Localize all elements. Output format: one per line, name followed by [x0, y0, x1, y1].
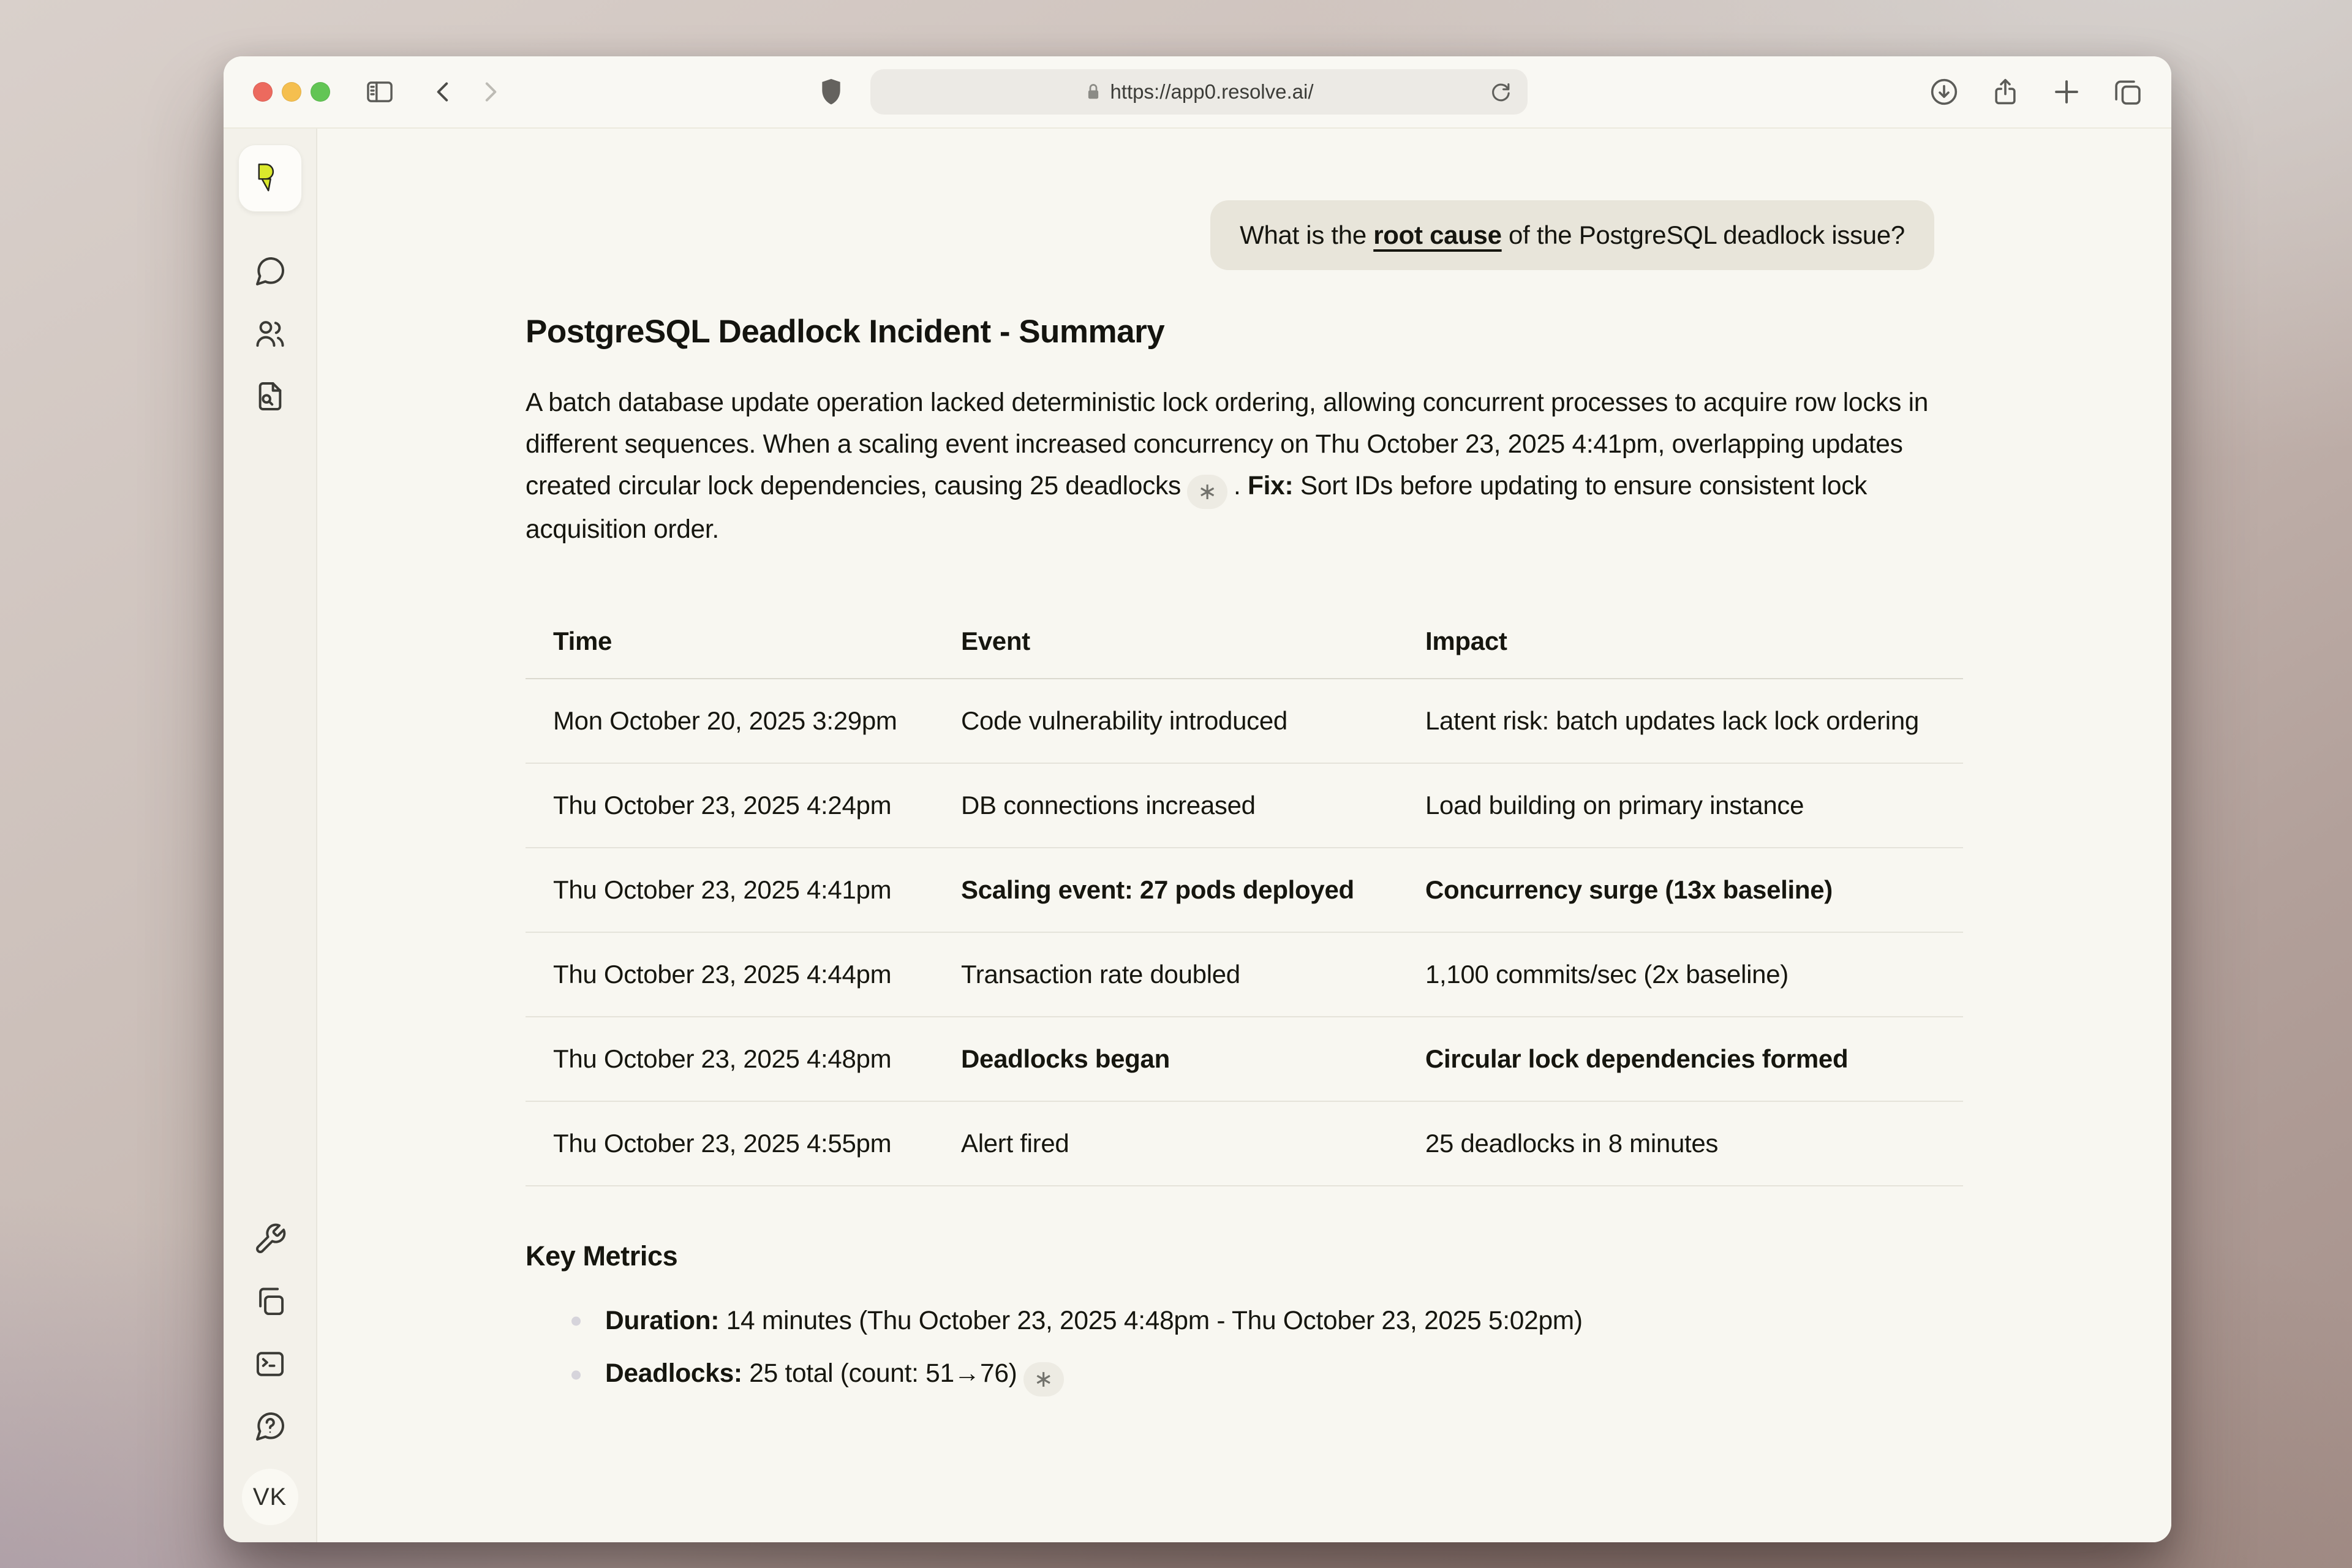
- summary-title: PostgreSQL Deadlock Incident - Summary: [526, 314, 1165, 350]
- metric-text: 25 total (count: 51→76): [742, 1359, 1017, 1388]
- metric-text: 14 minutes (Thu October 23, 2025 4:48pm - Thu October 23, 2025 5:02pm): [719, 1306, 1583, 1335]
- question-suffix: of the PostgreSQL deadlock issue?: [1501, 221, 1905, 249]
- cell-impact: Concurrency surge (13x baseline): [1425, 875, 1833, 904]
- url-text: https://app0.resolve.ai/: [1110, 80, 1314, 103]
- summary-text-2: .: [1233, 472, 1248, 500]
- close-window-button[interactable]: [253, 82, 273, 102]
- table-header-row: [526, 605, 1963, 679]
- question-prefix: What is the: [1240, 221, 1374, 249]
- bullet-dot-icon: [571, 1317, 581, 1326]
- list-item: [526, 1353, 1963, 1396]
- col-header-event: Event: [961, 627, 1030, 655]
- metric-label: Duration:: [605, 1306, 720, 1335]
- copy-icon[interactable]: [252, 1284, 288, 1319]
- lock-icon: [1084, 81, 1102, 102]
- app-frame: [224, 129, 2171, 1542]
- chat-content: [317, 129, 2171, 1542]
- help-icon[interactable]: [252, 1409, 288, 1444]
- users-icon[interactable]: [252, 316, 288, 352]
- browser-window: [224, 56, 2171, 1542]
- cell-impact: 25 deadlocks in 8 minutes: [1425, 1129, 1719, 1158]
- cell-time: Thu October 23, 2025 4:41pm: [553, 875, 892, 904]
- table-row: [526, 1102, 1963, 1186]
- titlebar-actions: [1925, 73, 2147, 111]
- key-metrics-list: [526, 1300, 1963, 1396]
- user-question-bubble: [1210, 200, 1934, 270]
- wrench-icon[interactable]: [252, 1221, 288, 1257]
- cell-event: Alert fired: [961, 1129, 1069, 1158]
- cell-time: Thu October 23, 2025 4:48pm: [553, 1044, 892, 1073]
- share-icon[interactable]: [1986, 73, 2024, 111]
- fix-label: Fix:: [1248, 472, 1294, 500]
- cell-impact: Load building on primary instance: [1425, 791, 1804, 820]
- summary-text-3: Sort IDs before updating to ensure consistent lock acquisition order.: [526, 472, 1868, 544]
- citation-chip[interactable]: ∗: [1187, 475, 1227, 509]
- table-row: [526, 1017, 1963, 1102]
- back-icon[interactable]: [424, 73, 462, 111]
- citation-chip[interactable]: ∗: [1023, 1362, 1064, 1396]
- document-search-icon[interactable]: [252, 379, 288, 414]
- sidebar-nav-bottom: [252, 1221, 288, 1444]
- key-metrics-title: Key Metrics: [526, 1240, 678, 1272]
- metric-label: Deadlocks:: [605, 1359, 742, 1388]
- table-row: [526, 679, 1963, 764]
- app-sidebar: [224, 129, 317, 1542]
- new-tab-icon[interactable]: [2048, 73, 2086, 111]
- summary-body: [526, 382, 1971, 551]
- cell-event: DB connections increased: [961, 791, 1256, 820]
- tab-overview-icon[interactable]: [2109, 73, 2147, 111]
- zoom-window-button[interactable]: [311, 82, 330, 102]
- cell-event: Scaling event: 27 pods deployed: [961, 875, 1354, 904]
- shield-icon[interactable]: [818, 77, 845, 107]
- sidebar-nav-top: [252, 254, 288, 414]
- address-bar[interactable]: [870, 69, 1528, 115]
- browser-titlebar: [224, 56, 2171, 129]
- list-item: [526, 1300, 1963, 1342]
- col-header-impact: Impact: [1425, 627, 1507, 655]
- cell-impact: Latent risk: batch updates lack lock ordering: [1425, 706, 1919, 735]
- avatar-initials: VK: [252, 1483, 287, 1510]
- chat-column: [526, 200, 1963, 1396]
- question-emphasis: root cause: [1373, 221, 1502, 249]
- cell-event: Deadlocks began: [961, 1044, 1170, 1073]
- table-row: [526, 848, 1963, 933]
- terminal-icon[interactable]: [252, 1346, 288, 1382]
- chat-icon[interactable]: [252, 254, 288, 289]
- url-area: [818, 69, 1528, 115]
- cell-event: Transaction rate doubled: [961, 960, 1240, 989]
- reload-icon[interactable]: [1487, 78, 1514, 105]
- table-row: [526, 764, 1963, 848]
- col-header-time: Time: [553, 627, 612, 655]
- cell-time: Mon October 20, 2025 3:29pm: [553, 706, 897, 735]
- downloads-icon[interactable]: [1925, 73, 1963, 111]
- traffic-lights: [253, 82, 330, 102]
- forward-icon[interactable]: [471, 73, 509, 111]
- minimize-window-button[interactable]: [282, 82, 301, 102]
- cell-event: Code vulnerability introduced: [961, 706, 1287, 735]
- cell-impact: Circular lock dependencies formed: [1425, 1044, 1849, 1073]
- user-message-row: [526, 200, 1963, 270]
- cell-time: Thu October 23, 2025 4:44pm: [553, 960, 892, 989]
- summary-text-1: A batch database update operation lacked deterministic lock ordering, allowing concurrent processes to acquire row locks in different sequences. When a scaling event increased concurrency on Thu October 23, 2025 4:41pm, overlapping updates created circular lock dependencies, causing 25 deadlocks: [526, 388, 1929, 500]
- cell-time: Thu October 23, 2025 4:24pm: [553, 791, 892, 820]
- sidebar-toggle-icon[interactable]: [361, 73, 399, 111]
- resolve-logo[interactable]: [238, 145, 302, 212]
- bullet-dot-icon: [571, 1370, 581, 1379]
- user-avatar[interactable]: [242, 1469, 298, 1525]
- cell-time: Thu October 23, 2025 4:55pm: [553, 1129, 892, 1158]
- table-row: [526, 933, 1963, 1017]
- cell-impact: 1,100 commits/sec (2x baseline): [1425, 960, 1789, 989]
- timeline-table: [526, 605, 1963, 1186]
